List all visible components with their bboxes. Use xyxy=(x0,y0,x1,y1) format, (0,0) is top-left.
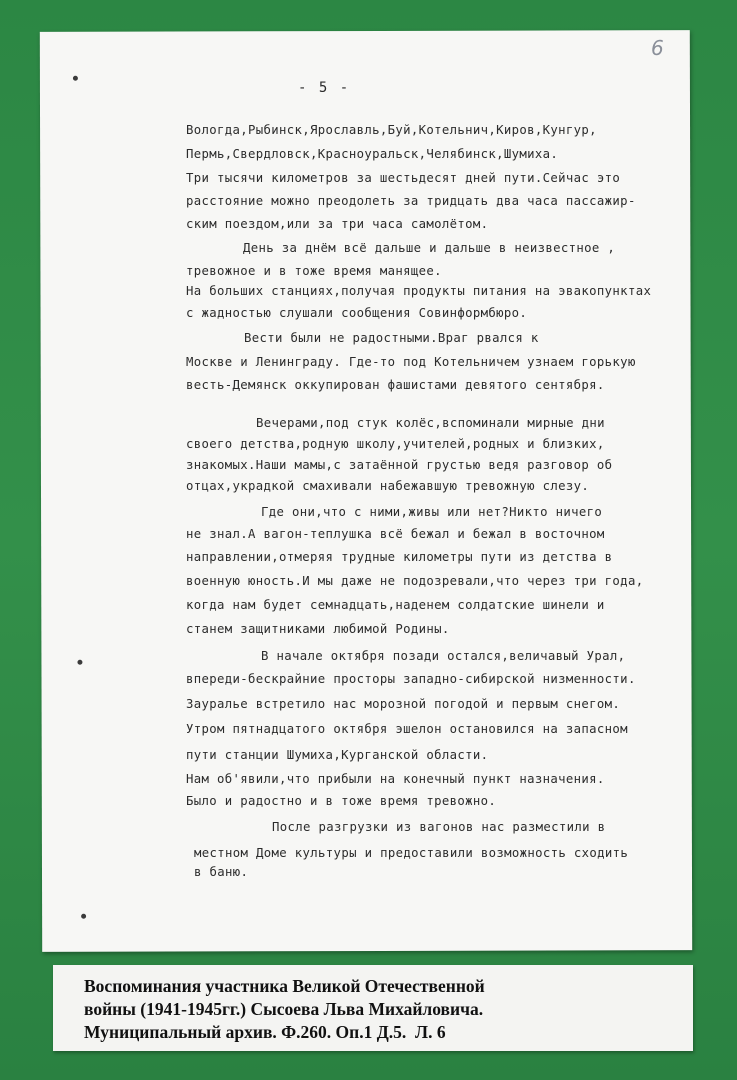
punch-hole xyxy=(73,76,78,81)
text-line: впереди-бескрайние просторы западно-сибирской низменности. xyxy=(186,672,636,686)
text-line: Вечерами,под стук колёс,вспоминали мирные дни xyxy=(256,416,605,430)
text-line: расстояние можно преодолеть за тридцать два часа пассажир- xyxy=(186,194,636,208)
text-line: Вологда,Рыбинск,Ярославль,Буй,Котельнич,Киров,Кунгур, xyxy=(186,123,597,137)
archive-page-number: 6 xyxy=(651,36,664,60)
text-line: военную юность.И мы даже не подозревали,что через три года, xyxy=(186,574,644,588)
text-line: в баню. xyxy=(194,865,249,879)
text-line: ским поездом,или за три часа самолётом. xyxy=(186,217,489,231)
text-line: весть-Демянск оккупирован фашистами девятого сентября. xyxy=(186,378,605,392)
text-line: После разгрузки из вагонов нас разместили в xyxy=(272,820,606,834)
text-line: В начале октября позади остался,величавый Урал, xyxy=(261,649,626,663)
text-line: не знал.А вагон-теплушка всё бежал и бежал в восточном xyxy=(186,527,605,541)
text-line: своего детства,родную школу,учителей,родных и близких, xyxy=(186,437,605,451)
text-line: Где они,что с ними,живы или нет?Никто ничего xyxy=(261,505,603,519)
caption-line: войны (1941-1945гг.) Сысоева Льва Михайловича. xyxy=(84,999,484,1019)
text-line: с жадностью слушали сообщения Совинформбюро. xyxy=(186,306,528,320)
text-line: направлении,отмеряя трудные километры пути из детства в xyxy=(186,550,613,564)
text-line: Утром пятнадцатого октября эшелон остановился на запасном xyxy=(186,722,628,736)
caption-line: Муниципальный архив. Ф.260. Оп.1 Д.5. Л. 6 xyxy=(84,1022,446,1042)
text-line: Москве и Ленинграду. Где-то под Котельничем узнаем горькую xyxy=(186,355,636,369)
text-line: Пермь,Свердловск,Красноуральск,Челябинск,Шумиха. xyxy=(186,147,559,161)
text-line: Было и радостно и в тоже время тревожно. xyxy=(186,794,497,808)
text-line: когда нам будет семнадцать,наденем солдатские шинели и xyxy=(186,598,605,612)
caption-line: Воспоминания участника Великой Отечественной xyxy=(84,976,485,996)
text-line: местном Доме культуры и предоставили возможность сходить xyxy=(194,846,629,860)
text-line: На больших станциях,получая продукты питания на эвакопунктах xyxy=(186,284,652,298)
text-line: отцах,украдкой смахивали набежавшую тревожную слезу. xyxy=(186,479,590,493)
text-line: Зауралье встретило нас морозной погодой и первым снегом. xyxy=(186,697,621,711)
text-line: Три тысячи километров за шестьдесят дней пути.Сейчас это xyxy=(186,171,621,185)
page-number: - 5 - xyxy=(298,80,351,96)
text-line: знакомых.Наши мамы,с затаённой грустью ведя разговор об xyxy=(186,458,613,472)
text-line: Нам об'явили,что прибыли на конечный пункт назначения. xyxy=(186,772,605,786)
punch-hole xyxy=(81,914,86,919)
text-line: тревожное и в тоже время манящее. xyxy=(186,264,442,278)
text-line: Вести были не радостными.Враг рвался к xyxy=(244,331,539,345)
text-line: День за днём всё дальше и дальше в неизвестное , xyxy=(243,241,616,255)
punch-hole xyxy=(77,660,82,665)
text-line: пути станции Шумиха,Курганской области. xyxy=(186,748,489,762)
text-line: станем защитниками любимой Родины. xyxy=(186,622,450,636)
